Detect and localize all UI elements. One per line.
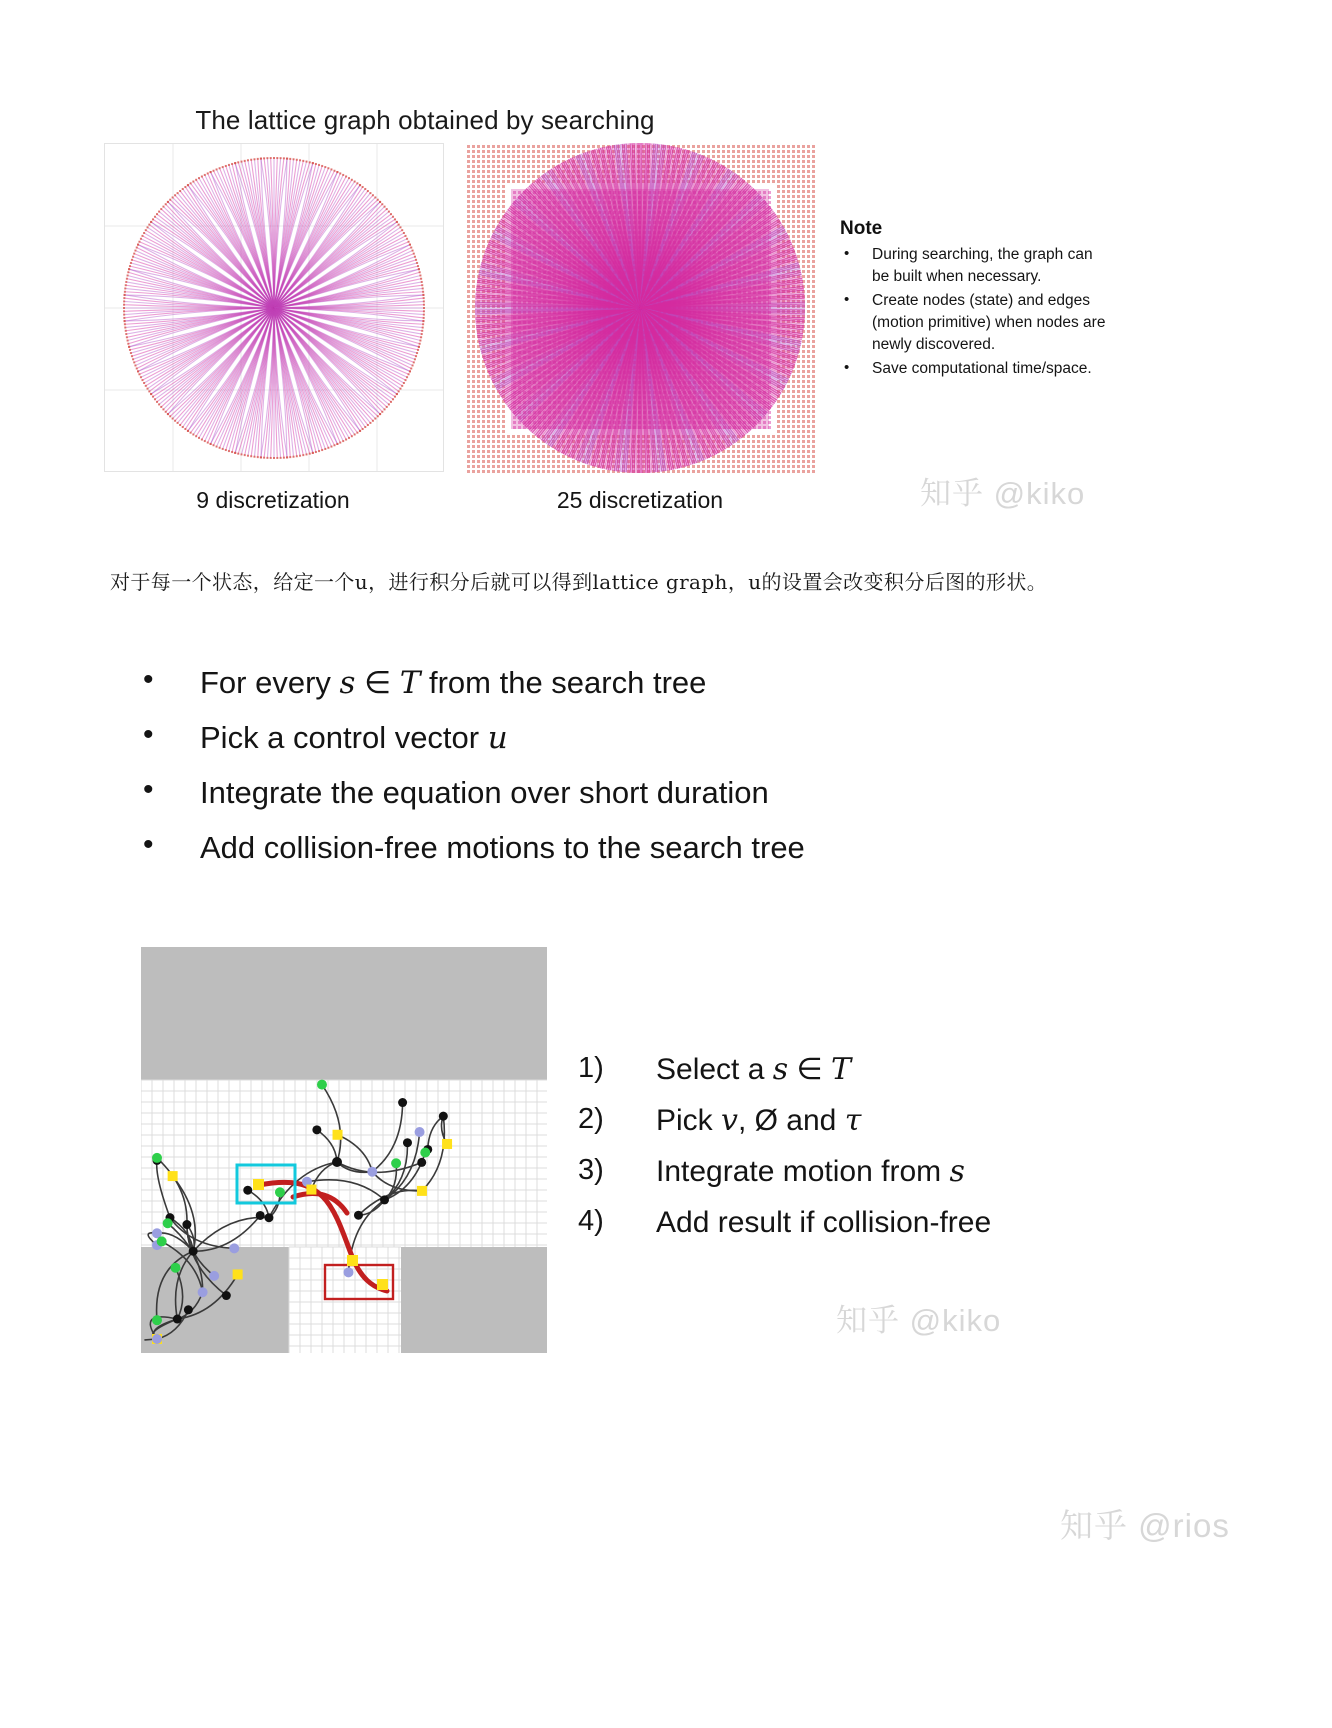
algorithm-step — [135, 772, 1035, 813]
numbered-symbol-v: v — [721, 1103, 738, 1138]
note-block — [838, 218, 1110, 381]
note-bullet-text: During searching, the graph can be built when necessary. — [872, 246, 1093, 286]
watermark-rios: 知乎 @rios — [1060, 1507, 1230, 1544]
note-bullet-text: Create nodes (state) and edges (motion primitive) when nodes are newly discovered. — [872, 291, 1106, 354]
step-text-pre: Integrate the equation over short duration — [200, 775, 769, 811]
numbered-step — [578, 1050, 1098, 1089]
lattice-graph-25-panel — [465, 143, 815, 473]
lattice-graph-9-svg — [105, 144, 443, 471]
caption-25-discretization: 25 discretization — [556, 487, 724, 513]
numbered-step — [578, 1152, 1098, 1191]
numbered-step-list — [578, 1050, 1098, 1254]
bullet-dot-icon: • — [143, 827, 154, 861]
caption-9-discretization: 9 discretization — [196, 487, 350, 513]
search-tree-svg — [141, 947, 547, 1353]
watermark-kiko-top: 知乎 @kiko — [920, 476, 1086, 511]
figure1-title: The lattice graph obtained by searching — [195, 105, 655, 135]
step-text-mid: ∈ — [355, 665, 400, 700]
algorithm-step-list — [135, 662, 1035, 881]
note-title: Note — [840, 218, 883, 239]
bullet-dot-icon: • — [844, 358, 850, 376]
note-bullet — [838, 244, 1110, 289]
step-symbol-s: s — [339, 665, 356, 701]
numbered-symbol-s: s — [772, 1052, 789, 1087]
numbered-symbol-tau: τ — [844, 1103, 862, 1138]
bullet-dot-icon: • — [143, 773, 154, 807]
step-number: 4) — [578, 1205, 604, 1237]
algorithm-step — [135, 827, 1035, 868]
watermark-kiko-bottom: 知乎 @kiko — [836, 1303, 1002, 1338]
algorithm-step — [135, 662, 1035, 704]
note-bullet — [838, 290, 1110, 357]
numbered-text-pre: Select a — [656, 1053, 773, 1086]
step-text-post: from the search tree — [420, 665, 707, 700]
numbered-step — [578, 1203, 1098, 1242]
note-bullet — [838, 358, 1110, 380]
dense-motion-primitive-fans — [467, 143, 815, 473]
note-bullet-list — [838, 244, 1110, 380]
step-text-pre: For every — [200, 665, 340, 700]
step-number: 1) — [578, 1052, 604, 1084]
numbered-symbol-T: T — [830, 1052, 851, 1087]
numbered-step — [578, 1101, 1098, 1140]
step-number: 2) — [578, 1103, 604, 1135]
lattice-graph-9-panel — [104, 143, 444, 472]
step-symbol-u: u — [487, 720, 508, 757]
note-bullet-text: Save computational time/space. — [872, 359, 1092, 377]
numbered-text-pre: Add result if collision-free — [656, 1206, 992, 1239]
numbered-text-mid: ∈ — [788, 1053, 831, 1086]
numbered-text-pre: Pick — [656, 1104, 722, 1137]
bullet-dot-icon: • — [844, 290, 850, 308]
step-text-pre: Add collision-free motions to the search tree — [200, 829, 805, 865]
algorithm-step — [135, 717, 1035, 759]
numbered-text-pre: Integrate motion from — [656, 1155, 950, 1188]
bullet-dot-icon: • — [143, 718, 154, 752]
numbered-symbol-s: s — [949, 1154, 965, 1189]
step-text-pre: Pick a control vector — [200, 720, 488, 756]
free-space-horizontal — [141, 1080, 547, 1247]
step-symbol-T: T — [399, 665, 421, 701]
motion-primitive-fans — [123, 157, 425, 459]
chinese-paragraph: 对于每一个状态，给定一个u，进行积分后就可以得到lattice graph，u的设置会改变积分后图的形状。 — [110, 570, 1048, 594]
bullet-dot-icon: • — [844, 245, 850, 262]
lattice-graph-25-svg — [465, 143, 815, 473]
bullet-dot-icon: • — [143, 663, 154, 696]
numbered-text-mid: , Ø and — [737, 1104, 845, 1137]
step-number: 3) — [578, 1154, 604, 1186]
search-tree-figure — [141, 947, 547, 1353]
